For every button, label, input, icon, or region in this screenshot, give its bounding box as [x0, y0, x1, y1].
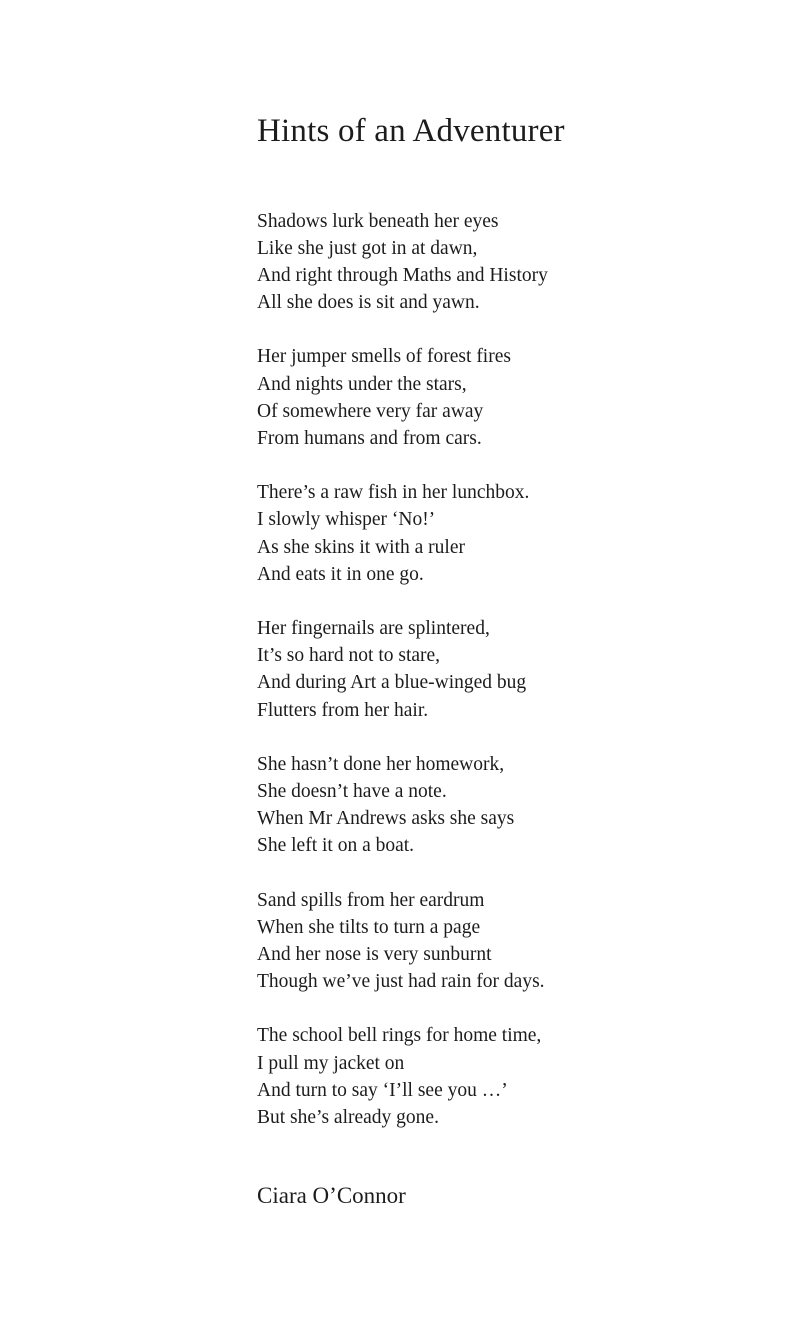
poem-content: [257, 112, 717, 1210]
poem-line: And turn to say ‘I’ll see you …’: [257, 1079, 508, 1101]
poem-line: When she tilts to turn a page: [257, 916, 481, 938]
stanza-7: [257, 1022, 717, 1131]
poem-line: She hasn’t done her homework,: [257, 753, 505, 775]
poem-line: There’s a raw fish in her lunchbox.: [257, 482, 530, 504]
poem-line: All she does is sit and yawn.: [257, 292, 480, 314]
poem-line: Her jumper smells of forest fires: [257, 346, 511, 368]
poem-line: From humans and from cars.: [257, 428, 482, 450]
stanza-6: [257, 887, 717, 996]
stanza-2: [257, 343, 717, 452]
poem-line: As she skins it with a ruler: [257, 536, 465, 558]
author-name: Ciara O’Connor: [257, 1183, 406, 1209]
poem-line: Though we’ve just had rain for days.: [257, 971, 545, 993]
poem-line: I slowly whisper ‘No!’: [257, 509, 436, 531]
stanza-5: [257, 751, 717, 860]
poem-line: When Mr Andrews asks she says: [257, 808, 515, 830]
poem-line: I pull my jacket on: [257, 1052, 405, 1074]
poem-line: Flutters from her hair.: [257, 699, 429, 721]
poem-line: It’s so hard not to stare,: [257, 645, 441, 667]
poem-line: And right through Maths and History: [257, 265, 548, 286]
poem-line: Of somewhere very far away: [257, 400, 484, 422]
poem-line: Sand spills from her eardrum: [257, 889, 485, 911]
poem-line: And eats it in one go.: [257, 563, 424, 585]
poem-line: She left it on a boat.: [257, 835, 415, 857]
poem-line: She doesn’t have a note.: [257, 781, 447, 803]
poem-line: And nights under the stars,: [257, 373, 467, 395]
poem-body: [257, 208, 717, 1132]
poem-title: Hints of an Adventurer: [257, 113, 565, 149]
poem-line: The school bell rings for home time,: [257, 1025, 542, 1047]
stanza-1: [257, 208, 717, 317]
poem-line: But she’s already gone.: [257, 1107, 439, 1129]
poem-line: And during Art a blue-winged bug: [257, 672, 527, 694]
poem-line: And her nose is very sunburnt: [257, 944, 492, 966]
stanza-3: [257, 479, 717, 588]
poem-line: Her fingernails are splintered,: [257, 618, 490, 640]
stanza-4: [257, 615, 717, 724]
poem-line: Like she just got in at dawn,: [257, 237, 478, 259]
poem-line: Shadows lurk beneath her eyes: [257, 210, 499, 232]
